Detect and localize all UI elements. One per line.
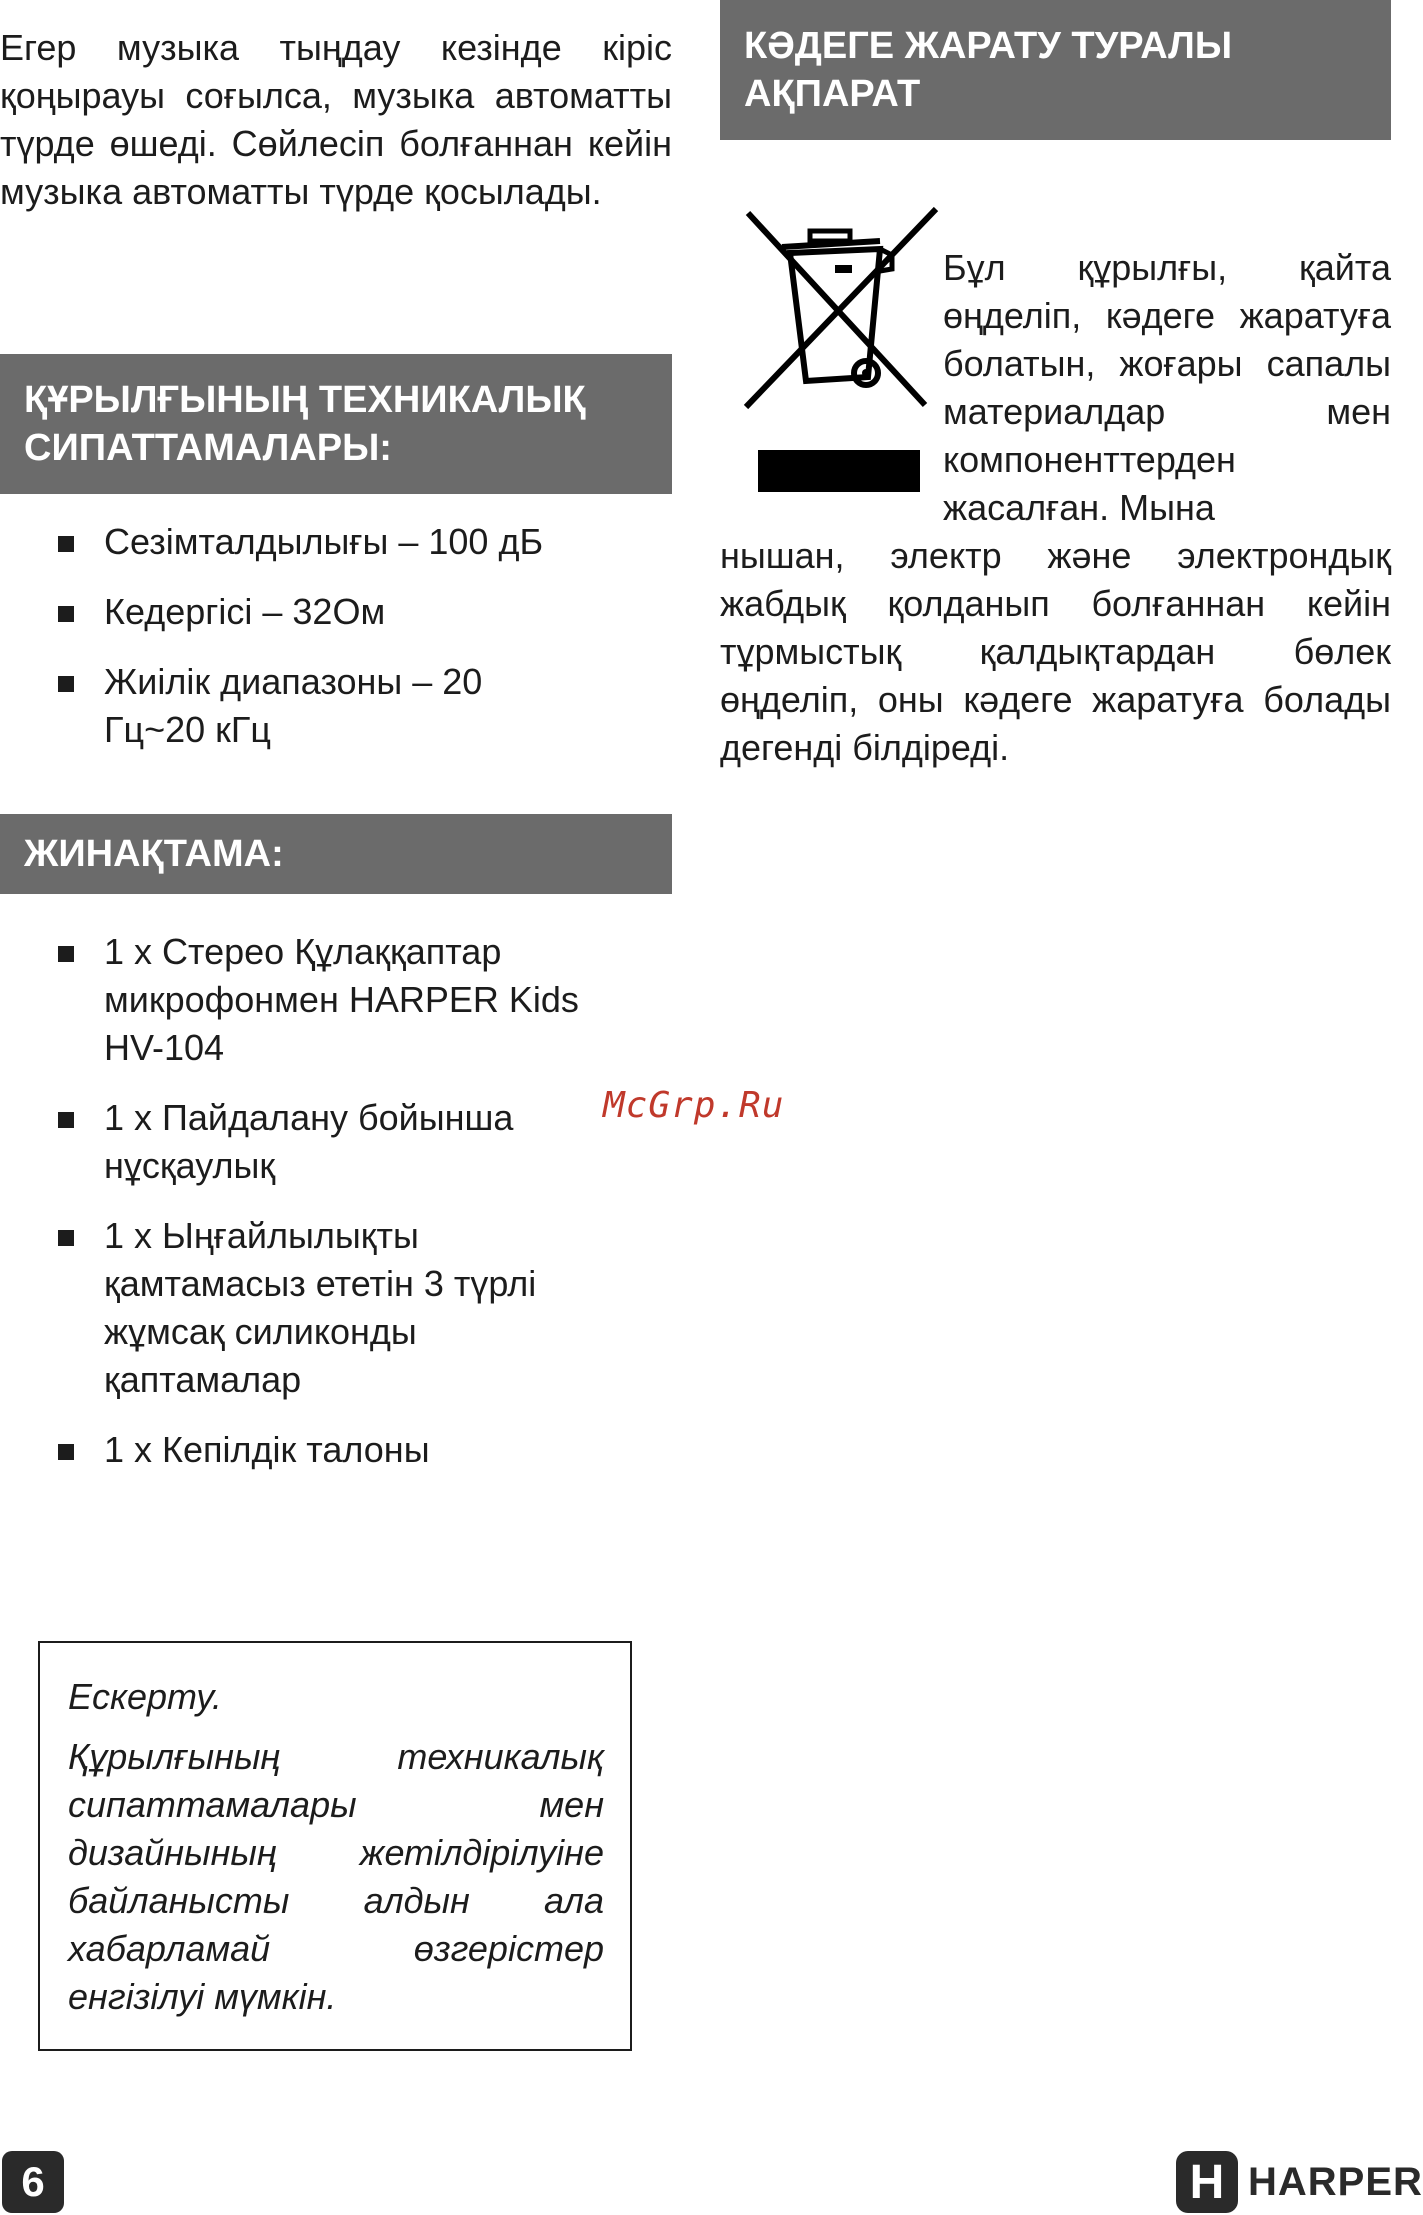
package-item-text: 1 x Стерео Құлаққаптар микрофонмен HARPER Kids HV-104 bbox=[104, 931, 579, 1068]
package-item-text: 1 x Пайдалану бойынша нұсқаулық bbox=[104, 1097, 514, 1186]
list-item bbox=[0, 1094, 584, 1190]
harper-logo-icon: H bbox=[1176, 2151, 1238, 2213]
package-list bbox=[0, 928, 664, 1496]
note-text: Құрылғының техникалық сипаттамалары мен дизайнының жетілдірілуіне байланысты алдын ала хабарламай өзгерістер енгізілуі мүмкін. bbox=[68, 1736, 604, 2017]
bullet-square-icon bbox=[58, 1444, 74, 1460]
recycling-header: КӘДЕГЕ ЖАРАТУ ТУРАЛЫ АҚПАРАТ bbox=[720, 0, 1391, 140]
package-item-text: 1 x Ыңғайлылықты қамтамасыз ететін 3 түрлі жұмсақ силиконды қаптамалар bbox=[104, 1215, 537, 1400]
watermark: McGrp.Ru bbox=[603, 1085, 785, 1126]
bullet-square-icon bbox=[58, 1112, 74, 1128]
bullet-square-icon bbox=[58, 606, 74, 622]
spec-text: Сезімталдылығы – 100 дБ bbox=[104, 521, 544, 562]
spec-text: Кедергісі – 32Ом bbox=[104, 591, 386, 632]
recycling-text-part2: нышан, электр және электрондық жабдық қолданып болғаннан кейін тұрмыстық қалдықтардан бөлек өңделіп, оны кәдеге жаратуға болады дегенді білдіреді. bbox=[720, 535, 1391, 768]
intro-paragraph: Егер музыка тыңдау кезінде кіріс қоңырауы соғылса, музыка автоматты түрде өшеді. Сөйлесіп болғаннан кейін музыка автоматты түрде қосылады. bbox=[0, 27, 672, 212]
harper-logo bbox=[1176, 2151, 1423, 2213]
list-item bbox=[0, 1212, 604, 1404]
bin-bar bbox=[758, 450, 920, 492]
package-header: ЖИНАҚТАМА: bbox=[0, 814, 672, 894]
note-title: Ескерту. bbox=[68, 1676, 222, 1717]
list-item bbox=[0, 588, 664, 636]
specs-header: ҚҰРЫЛҒЫНЫҢ ТЕХНИКАЛЫҚ СИПАТТАМАЛАРЫ: bbox=[0, 354, 672, 494]
note-box bbox=[38, 1641, 632, 2051]
list-item bbox=[0, 928, 644, 1072]
bullet-square-icon bbox=[58, 536, 74, 552]
crossed-bin-icon bbox=[740, 205, 940, 495]
list-item bbox=[0, 518, 664, 566]
bullet-square-icon bbox=[58, 676, 74, 692]
list-item bbox=[0, 658, 514, 754]
page-number: 6 bbox=[2, 2151, 64, 2213]
bullet-square-icon bbox=[58, 946, 74, 962]
recycling-text-part1: Бұл құрылғы, қайта өңделіп, кәдеге жаратуға болатын, жоғары сапалы материалдар мен компоненттерден жасалған. Мына bbox=[943, 247, 1391, 528]
bullet-square-icon bbox=[58, 1230, 74, 1246]
specs-list bbox=[0, 518, 664, 776]
spec-text: Жиілік диапазоны – 20 Гц~20 кГц bbox=[104, 661, 483, 750]
package-item-text: 1 x Кепілдік талоны bbox=[104, 1429, 430, 1470]
harper-brand-text: HARPER bbox=[1248, 2159, 1423, 2204]
crossed-bin-svg bbox=[740, 205, 940, 445]
list-item bbox=[0, 1426, 664, 1474]
